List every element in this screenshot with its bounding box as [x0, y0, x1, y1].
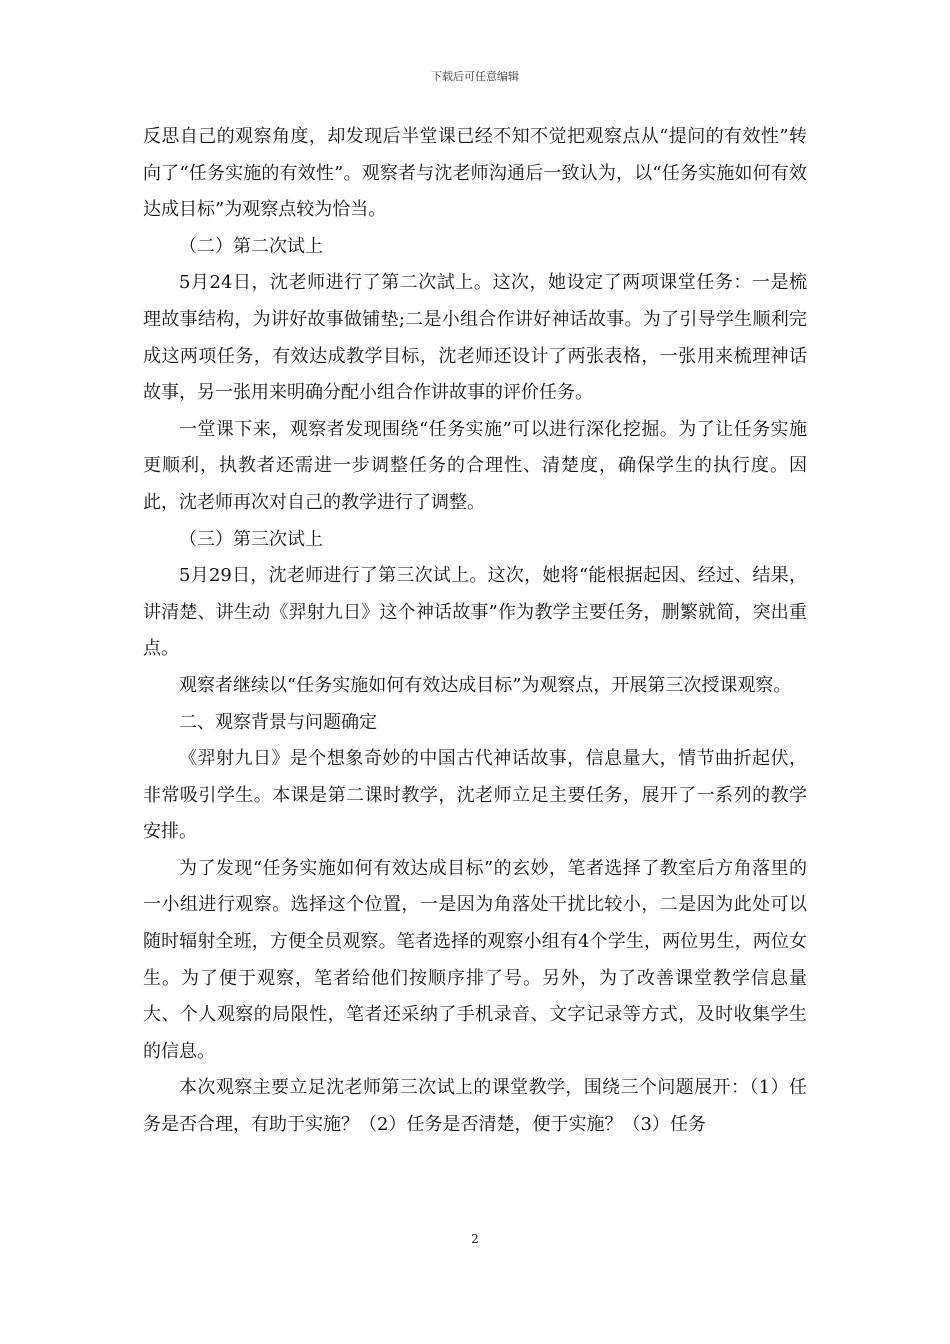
section-heading: 二、观察背景与问题确定	[179, 711, 377, 733]
paragraph: 观察者继续以“任务实施如何有效达成目标”为观察点，开展第三次授课观察。	[179, 674, 792, 696]
paragraph: 《羿射九日》是个想象奇妙的中国古代神话故事，信息量大，情节曲折起伏，非常吸引学生。本课是第二课时教学，沈老师立足主要任务，展开了一系列的教学安排。	[143, 748, 807, 843]
paragraph: 一堂课下来，观察者发现围绕“任务实施”可以进行深化挖掘。为了让任务实施更顺利，执教者还需进一步调整任务的合理性、清楚度，确保学生的执行度。因此，沈老师再次对自己的教学进行了调整。	[143, 418, 807, 513]
section-heading: （三）第三次试上	[179, 528, 323, 550]
paragraph: 为了发现“任务实施如何有效达成目标”的玄妙，笔者选择了教室后方角落里的一小组进行观察。选择这个位置，一是因为角落处干扰比较小，二是因为此处可以随时辐射全班，方便全员观察。笔者选择的观察小组有4个学生，两位男生，两位女生。为了便于观察，笔者给他们按顺序排了号。另外，为了改善课堂教学信息量大、个人观察的局限性，笔者还采纳了手机录音、文字记录等方式，及时收集学生的信息。	[143, 857, 807, 1062]
section-heading: （二）第二次试上	[179, 235, 323, 257]
paragraph: 反思自己的观察角度，却发现后半堂课已经不知不觉把观察点从“提问的有效性”转向了“任务实施的有效性”。观察者与沈老师沟通后一致认为，以“任务实施如何有效达成目标”为观察点较为恰当。	[143, 126, 807, 221]
paragraph: 5月24日，沈老师进行了第二次試上。这次，她设定了两项课堂任务：一是梳理故事结构，为讲好故事做铺垫;二是小组合作讲好神话故事。为了引导学生顺利完成这两项任务，有效达成教学目标，沈老师还设计了两张表格，一张用来梳理神话故事，另一张用来明确分配小组合作讲故事的评价任务。	[143, 272, 807, 404]
document-body	[143, 119, 807, 1144]
page-header: 下载后可任意编辑	[431, 70, 519, 83]
paragraph: 5月29日，沈老师进行了第三次试上。这次，她将“能根据起因、经过、结果，讲清楚、讲生动《羿射九日》这个神话故事”作为教学主要任务，删繁就简，突出重点。	[143, 565, 807, 660]
page-number: 2	[471, 1232, 479, 1246]
paragraph: 本次观察主要立足沈老师第三次试上的课堂教学，围绕三个问题展开：（1）任务是否合理，有助于实施？（2）任务是否清楚，便于实施？（3）任务	[143, 1077, 807, 1136]
